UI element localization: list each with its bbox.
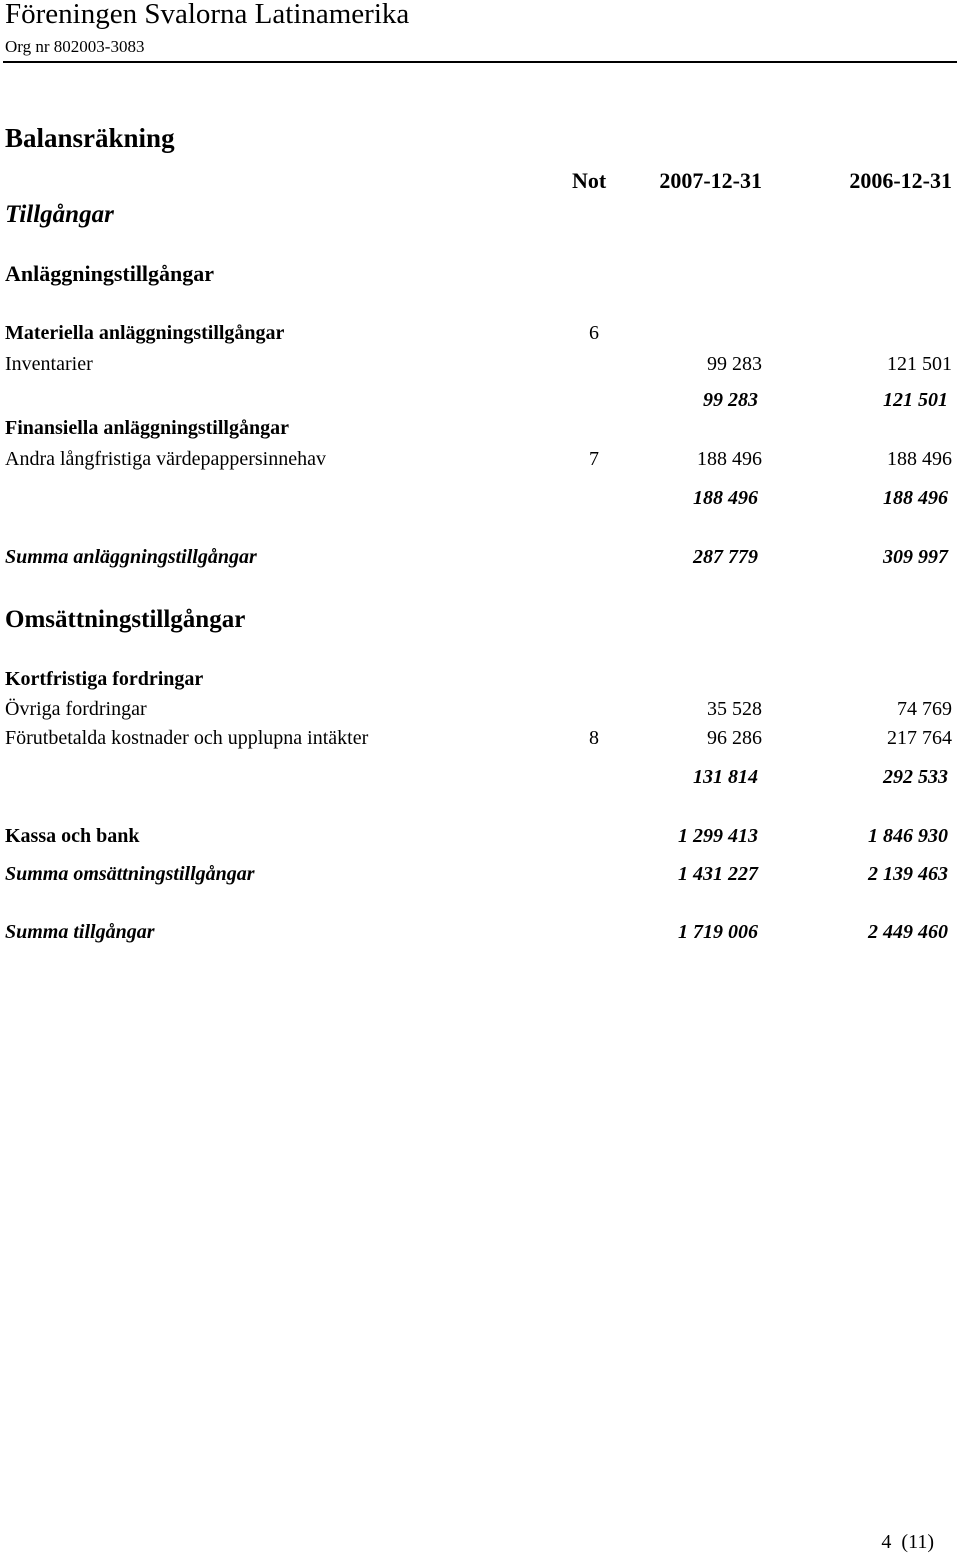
column-header-note: Not xyxy=(572,168,607,193)
subheading-financial-assets: Finansiella anläggningstillgångar xyxy=(5,417,289,439)
note-ref-securities: 7 xyxy=(589,448,599,470)
row-securities-2007: 188 496 xyxy=(697,448,762,470)
total-assets-label: Summa tillgångar xyxy=(5,921,155,943)
total-current-assets-2007: 1 431 227 xyxy=(678,863,758,885)
organization-number: Org nr 802003-3083 xyxy=(5,37,145,56)
header-divider xyxy=(3,61,957,63)
page-title: Balansräkning xyxy=(5,123,175,153)
note-ref-tangible: 6 xyxy=(589,322,599,344)
total-assets-2007: 1 719 006 xyxy=(678,921,758,943)
row-cash-2007: 1 299 413 xyxy=(678,825,758,847)
row-securities-2006: 188 496 xyxy=(887,448,952,470)
subtotal-receivables-2006: 292 533 xyxy=(883,766,948,788)
total-fixed-assets-2006: 309 997 xyxy=(883,546,948,568)
total-current-assets-label: Summa omsättningstillgångar xyxy=(5,863,255,885)
row-other-receivables-2007: 35 528 xyxy=(707,698,762,720)
row-prepaid-2006: 217 764 xyxy=(887,727,952,749)
row-inventory-label: Inventarier xyxy=(5,353,93,375)
total-current-assets-2006: 2 139 463 xyxy=(868,863,948,885)
total-fixed-assets-2007: 287 779 xyxy=(693,546,758,568)
subtotal-tangible-2007: 99 283 xyxy=(703,389,758,411)
subtotal-financial-2007: 188 496 xyxy=(693,487,758,509)
note-ref-prepaid: 8 xyxy=(589,727,599,749)
section-title-assets: Tillgångar xyxy=(5,201,114,228)
subtotal-receivables-2007: 131 814 xyxy=(693,766,758,788)
organization-name: Föreningen Svalorna Latinamerika xyxy=(5,0,410,30)
row-securities-label: Andra långfristiga värdepappersinnehav xyxy=(5,448,326,470)
row-prepaid-2007: 96 286 xyxy=(707,727,762,749)
row-inventory-2007: 99 283 xyxy=(707,353,762,375)
column-header-2007: 2007-12-31 xyxy=(659,168,762,193)
subheading-receivables: Kortfristiga fordringar xyxy=(5,668,204,690)
row-cash-label: Kassa och bank xyxy=(5,825,140,847)
total-fixed-assets-label: Summa anläggningstillgångar xyxy=(5,546,257,568)
page-number: 4 (11) xyxy=(881,1531,934,1553)
row-cash-2006: 1 846 930 xyxy=(868,825,948,847)
row-other-receivables-2006: 74 769 xyxy=(897,698,952,720)
row-prepaid-label: Förutbetalda kostnader och upplupna intäkter xyxy=(5,727,369,749)
subtotal-tangible-2006: 121 501 xyxy=(883,389,948,411)
heading-current-assets: Omsättningstillgångar xyxy=(5,606,246,633)
subtotal-financial-2006: 188 496 xyxy=(883,487,948,509)
total-assets-2006: 2 449 460 xyxy=(868,921,948,943)
row-other-receivables-label: Övriga fordringar xyxy=(5,698,147,720)
column-header-2006: 2006-12-31 xyxy=(849,168,952,193)
subheading-tangible-assets: Materiella anläggningstillgångar xyxy=(5,322,285,344)
row-inventory-2006: 121 501 xyxy=(887,353,952,375)
heading-fixed-assets: Anläggningstillgångar xyxy=(5,261,215,286)
